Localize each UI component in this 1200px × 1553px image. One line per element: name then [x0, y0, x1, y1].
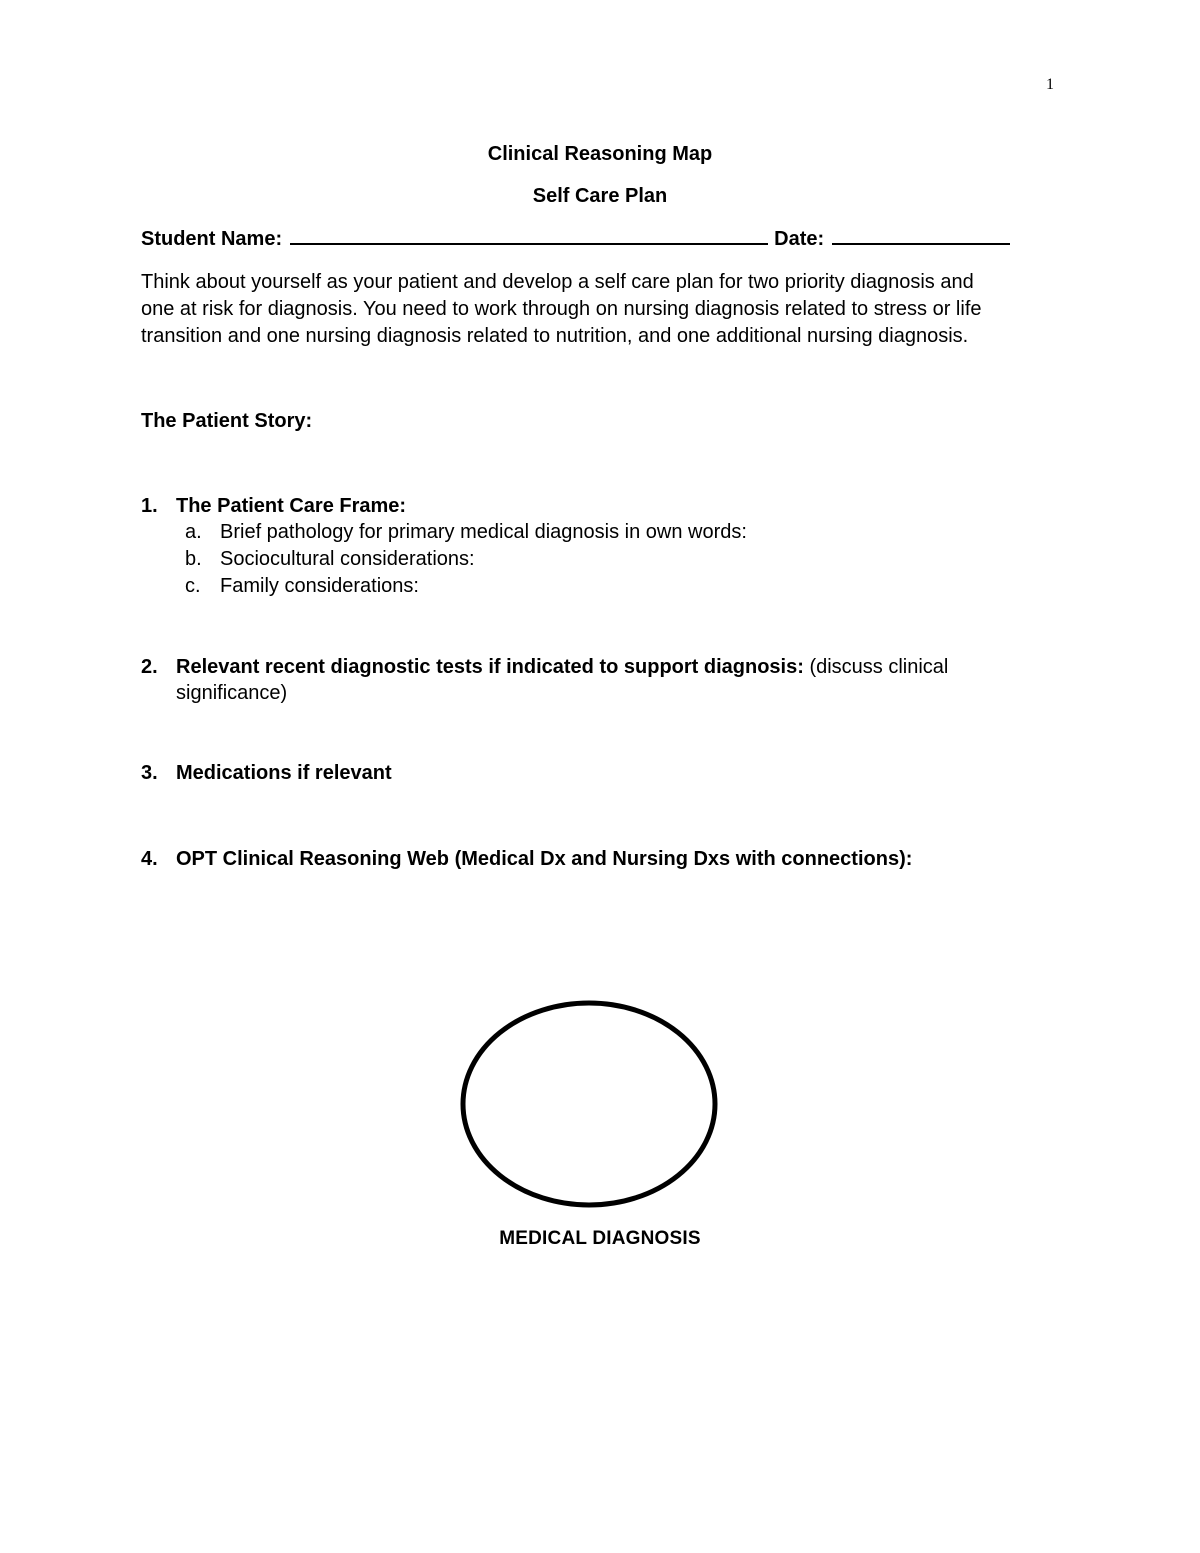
- medical-diagnosis-oval: [460, 1000, 720, 1212]
- instructions-paragraph: [141, 269, 1061, 350]
- subitem-text: Family considerations:: [220, 575, 419, 597]
- section-number: 4.: [141, 848, 158, 870]
- section-title: The Patient Care Frame:: [176, 495, 407, 517]
- section-diagnostic-tests: [141, 654, 1056, 706]
- subitem-sociocultural: [185, 546, 1056, 573]
- instructions-line: transition and one nursing diagnosis related to nutrition, and one additional nursing diagnosis.: [141, 325, 969, 347]
- section-note: (discuss clinical: [803, 656, 949, 678]
- subitem-letter: b.: [185, 548, 202, 570]
- section-title: Medications if relevant: [176, 762, 392, 784]
- student-info-line: [141, 227, 1010, 251]
- section-title: OPT Clinical Reasoning Web (Medical Dx and Nursing Dxs with connections):: [176, 848, 913, 870]
- patient-story-heading: The Patient Story:: [141, 410, 313, 432]
- subitem-text: Sociocultural considerations:: [220, 548, 475, 570]
- section-reasoning-web: [141, 846, 1056, 872]
- subitem-family: [185, 573, 1056, 600]
- instructions-line: one at risk for diagnosis. You need to work through on nursing diagnosis related to stress or life: [141, 298, 982, 320]
- section-patient-care-frame: [141, 493, 1056, 600]
- diagnosis-ellipse: [463, 1003, 715, 1205]
- date-label: Date:: [774, 228, 825, 250]
- student-name-blank[interactable]: [290, 227, 768, 245]
- page-number: 1: [1046, 76, 1054, 93]
- section-medications: [141, 760, 1056, 786]
- subitem-pathology: [185, 519, 1056, 546]
- subitem-letter: a.: [185, 521, 202, 543]
- page-title: Clinical Reasoning Map: [487, 143, 713, 165]
- section-number: 3.: [141, 762, 158, 784]
- medical-diagnosis-label: MEDICAL DIAGNOSIS: [499, 1228, 701, 1249]
- section-note-continued: significance): [176, 682, 288, 704]
- section-title: Relevant recent diagnostic tests if indicated to support diagnosis:: [176, 656, 804, 678]
- section-number: 1.: [141, 495, 158, 517]
- subitem-letter: c.: [185, 575, 201, 597]
- date-blank[interactable]: [832, 227, 1010, 245]
- section-number: 2.: [141, 656, 158, 678]
- instructions-line: Think about yourself as your patient and develop a self care plan for two priority diagnosis and: [141, 271, 974, 293]
- student-name-label: Student Name:: [141, 228, 283, 250]
- subitem-text: Brief pathology for primary medical diagnosis in own words:: [220, 521, 747, 543]
- page-subtitle: Self Care Plan: [532, 185, 668, 207]
